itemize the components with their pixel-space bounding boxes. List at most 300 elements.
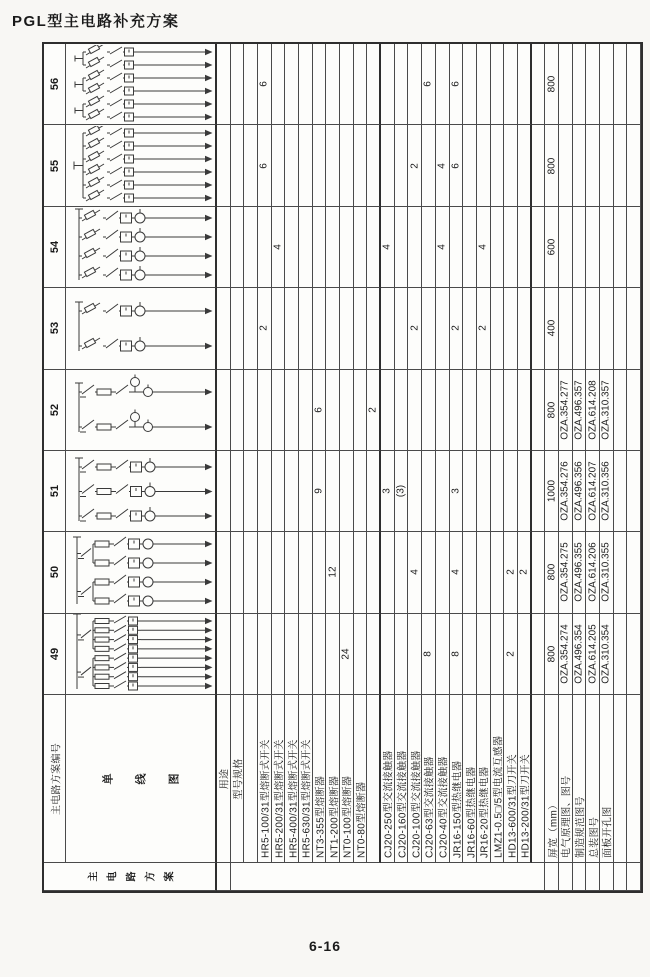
qty-cell [627,370,641,451]
qty-cell [532,451,546,532]
qty-cell [395,614,409,695]
qty-cell [504,207,518,288]
qty-cell [504,288,518,369]
qty-cell [436,451,450,532]
info-label-cell [573,695,587,863]
qty-cell [381,125,395,206]
qty-cell [299,44,313,125]
qty-cell [573,207,587,288]
qty-cell [326,288,340,369]
qty-value: 6 [450,81,462,87]
qty-cell [559,207,573,288]
diagram-cell [66,288,217,369]
qty-cell [244,532,258,613]
qty-cell [285,125,299,206]
qty-cell [381,614,395,695]
qty-cell [532,207,546,288]
qty-cell [600,288,614,369]
qty-cell [231,44,245,125]
qty-cell [450,207,464,288]
qty-cell [231,614,245,695]
main-table [42,42,643,893]
qty-cell [491,44,505,125]
qty-value: 9 [313,488,325,494]
qty-cell [614,125,628,206]
qty-value: 8 [450,651,462,657]
component-label: HD13-200/31型刀开关 [520,754,532,858]
qty-cell [285,288,299,369]
qty-cell [258,288,272,369]
info-value: OZA.614.208 [587,379,599,440]
qty-cell [367,370,381,451]
scheme-id-header-label: 主电路方案编号 [51,742,62,815]
qty-cell [573,288,587,369]
info-value: OZA.496.355 [573,542,585,603]
qty-cell [463,451,477,532]
qty-cell [504,451,518,532]
info-value: OZA.614.207 [587,461,599,521]
qty-cell [272,44,286,125]
component-label: JR16-60型热继电器 [466,766,478,858]
qty-cell [217,532,231,613]
qty-value: 8 [422,651,434,657]
qty-value: 6 [258,162,270,169]
qty-cell [559,44,573,125]
qty-cell [381,370,395,451]
scheme-number-cell [44,532,66,613]
scheme-number: 50 [48,566,61,579]
qty-value: 2 [477,325,489,332]
qty-cell [367,207,381,288]
qty-cell [436,288,450,369]
qty-cell [477,451,491,532]
qty-cell [491,451,505,532]
qty-cell [545,532,559,613]
qty-cell [463,370,477,451]
qty-cell [504,125,518,206]
info-label: 面板开孔图 [602,806,614,858]
qty-cell [491,207,505,288]
band-cell [600,863,614,891]
qty-cell [258,370,272,451]
qty-cell [326,125,340,206]
diagram-cell [66,125,217,206]
qty-cell [477,125,491,206]
qty-cell [545,451,559,532]
info-value: 800 [546,645,558,663]
info-value: 800 [546,157,558,174]
qty-cell [231,125,245,206]
qty-cell [258,44,272,125]
qty-cell [408,532,422,613]
qty-cell [614,532,628,613]
qty-cell [450,532,464,613]
qty-value: (3) [395,484,407,498]
qty-cell [367,125,381,206]
info-value: OZA.310.354 [600,624,612,684]
qty-cell [313,288,327,369]
qty-cell [586,614,600,695]
qty-cell [340,532,354,613]
info-value: OZA.354.274 [559,624,571,684]
qty-cell [477,207,491,288]
qty-cell [299,288,313,369]
band-cell [545,863,559,891]
qty-cell [614,370,628,451]
qty-cell [326,532,340,613]
qty-cell [586,288,600,369]
qty-value: 4 [409,569,421,576]
qty-value: 2 [450,325,462,332]
info-value: OZA.310.357 [600,379,612,440]
diagram-header-char: 单 [102,773,115,784]
qty-cell [395,288,409,369]
qty-value: 4 [477,244,489,250]
component-label: NT3-355型熔断器 [315,775,327,858]
info-value: OZA.496.356 [573,461,585,521]
qty-cell [532,44,546,125]
qty-cell [354,125,368,206]
info-label-cell [600,695,614,863]
qty-cell [367,451,381,532]
qty-cell [326,614,340,695]
qty-cell [586,532,600,613]
qty-cell [491,288,505,369]
qty-cell [326,207,340,288]
qty-cell [326,370,340,451]
scheme-number-cell [44,370,66,451]
qty-cell [381,207,395,288]
qty-cell [600,207,614,288]
qty-cell [436,125,450,206]
qty-cell [450,614,464,695]
qty-cell [326,44,340,125]
qty-cell [477,44,491,125]
qty-cell [354,532,368,613]
qty-cell [367,532,381,613]
qty-cell [258,614,272,695]
spec-header [231,695,245,863]
component-label-cell [450,695,464,863]
qty-cell [217,451,231,532]
band-label-char: 路 [126,871,137,882]
band-cell [614,863,628,891]
qty-cell [518,288,532,369]
info-label: 总装图号 [589,816,601,858]
band-cell [231,863,546,891]
qty-cell [573,614,587,695]
qty-cell [217,44,231,125]
single-line-diagram-49 [66,614,215,693]
scheme-id-header [44,695,66,863]
qty-cell [532,370,546,451]
qty-cell [491,370,505,451]
qty-cell [354,451,368,532]
qty-value: 4 [381,244,393,250]
scheme-number: 53 [48,322,61,335]
qty-cell [244,614,258,695]
single-line-diagram-51 [66,452,215,531]
qty-cell [285,451,299,532]
qty-cell [299,370,313,451]
diagram-header-char: 线 [135,773,148,784]
qty-cell [573,370,587,451]
qty-cell [258,207,272,288]
band-cell [573,863,587,891]
diagram-cell [66,532,217,613]
info-value: 800 [546,564,558,581]
qty-cell [313,614,327,695]
qty-cell [299,125,313,206]
qty-cell [340,370,354,451]
scheme-number-cell [44,125,66,206]
qty-cell [244,207,258,288]
qty-cell [217,288,231,369]
qty-cell [231,370,245,451]
component-label: NT0-100型熔断器 [342,775,354,858]
qty-cell [463,614,477,695]
scheme-number: 56 [48,78,61,91]
qty-value: 2 [367,406,379,413]
qty-cell [299,451,313,532]
qty-value: 4 [436,162,448,169]
qty-cell [395,532,409,613]
qty-cell [436,370,450,451]
qty-cell [573,532,587,613]
qty-cell [217,125,231,206]
qty-cell [354,370,368,451]
qty-cell [627,532,641,613]
band-cell [586,863,600,891]
qty-cell [299,614,313,695]
component-label-cell [518,695,532,863]
qty-cell [408,125,422,206]
qty-cell [395,125,409,206]
qty-cell [340,207,354,288]
info-label: 屏宽（mm） [548,799,560,858]
qty-cell [272,532,286,613]
scheme-number-cell [44,614,66,695]
qty-cell [600,44,614,125]
qty-cell [354,614,368,695]
scheme-number: 52 [48,403,61,416]
qty-cell [285,207,299,288]
qty-value: 6 [422,81,434,87]
qty-cell [545,370,559,451]
qty-cell [586,125,600,206]
qty-cell [258,532,272,613]
band-label-char: 案 [164,871,175,882]
component-label-cell [436,695,450,863]
qty-value: 2 [505,569,517,576]
component-label-cell [313,695,327,863]
component-label: CJ20-100型交流接触器 [411,750,423,858]
qty-cell [258,451,272,532]
qty-cell [477,370,491,451]
qty-cell [518,125,532,206]
scheme-number: 49 [48,647,61,660]
qty-cell [231,288,245,369]
qty-cell [244,44,258,125]
qty-cell [422,451,436,532]
qty-cell [559,451,573,532]
qty-cell [285,370,299,451]
qty-cell [627,207,641,288]
component-label-cell [477,695,491,863]
qty-value: 2 [505,651,517,657]
spec-header-label: 型号规格 [233,757,245,800]
qty-cell [395,451,409,532]
qty-cell [217,207,231,288]
qty-cell [586,451,600,532]
qty-cell [408,44,422,125]
qty-cell [285,614,299,695]
info-value: OZA.496.354 [573,624,585,684]
info-value: OZA.354.275 [559,542,571,603]
scheme-number-cell [44,207,66,288]
qty-value: 2 [518,569,530,576]
qty-cell [422,125,436,206]
qty-cell [463,288,477,369]
qty-cell [504,532,518,613]
qty-cell [272,614,286,695]
qty-cell [367,44,381,125]
page-title: PGL型主电路补充方案 [12,13,180,30]
qty-cell [532,614,546,695]
qty-cell [354,288,368,369]
qty-value: 4 [450,569,462,576]
component-label: HR5-200/31型熔断式开关 [274,739,286,858]
info-value: OZA.614.206 [587,542,599,603]
info-value: 800 [546,401,558,419]
qty-value: 6 [450,162,462,169]
spacer-cell [614,695,628,863]
qty-cell [422,532,436,613]
qty-cell [559,125,573,206]
band-label-char: 电 [107,871,118,882]
spacer-cell [532,695,546,863]
qty-cell [545,125,559,206]
qty-cell [408,614,422,695]
qty-cell [258,125,272,206]
qty-cell [422,44,436,125]
diagram-cell [66,370,217,451]
qty-cell [463,532,477,613]
qty-cell [545,207,559,288]
qty-cell [408,288,422,369]
qty-cell [422,288,436,369]
qty-cell [299,532,313,613]
component-label: NT0-80型熔断器 [356,781,368,858]
component-label-cell [395,695,409,863]
qty-value: 2 [409,162,421,169]
qty-cell [340,288,354,369]
qty-cell [395,370,409,451]
qty-cell [313,370,327,451]
component-label: JR16-20型热继电器 [479,766,491,858]
scheme-number: 54 [48,240,61,254]
qty-cell [231,532,245,613]
component-label: JR16-150型热继电器 [452,760,464,858]
info-value: 400 [546,319,558,337]
qty-cell [408,370,422,451]
qty-cell [600,370,614,451]
qty-cell [450,370,464,451]
single-line-diagram-53 [66,289,215,368]
single-line-diagram-52 [66,370,215,449]
component-label: CJ20-160型交流接触器 [397,750,409,858]
info-label: 制造规范图号 [575,796,587,858]
qty-cell [627,125,641,206]
qty-cell [586,44,600,125]
qty-value: 4 [436,244,448,250]
qty-cell [477,288,491,369]
qty-cell [545,44,559,125]
qty-value: 24 [340,648,352,660]
qty-cell [381,532,395,613]
qty-cell [614,207,628,288]
qty-value: 3 [381,488,393,494]
qty-cell [586,370,600,451]
qty-cell [436,44,450,125]
qty-cell [518,451,532,532]
qty-cell [450,288,464,369]
page-number: 6-16 [308,938,342,954]
qty-cell [231,207,245,288]
qty-cell [545,288,559,369]
diagram-header [66,695,217,863]
qty-cell [518,207,532,288]
qty-cell [491,125,505,206]
qty-cell [518,532,532,613]
qty-cell [518,614,532,695]
qty-cell [627,44,641,125]
single-line-diagram-54 [66,207,215,286]
qty-cell [532,125,546,206]
qty-cell [600,532,614,613]
band-label-cell [44,863,217,891]
qty-cell [436,207,450,288]
qty-cell [614,614,628,695]
qty-cell [313,532,327,613]
scheme-number-cell [44,451,66,532]
qty-cell [504,370,518,451]
qty-cell [450,125,464,206]
qty-cell [600,614,614,695]
diagram-cell [66,614,217,695]
qty-cell [573,451,587,532]
qty-cell [627,451,641,532]
band-cell [559,863,573,891]
band-label-char: 方 [145,871,156,882]
qty-cell [614,451,628,532]
qty-cell [313,207,327,288]
qty-cell [504,614,518,695]
qty-cell [381,288,395,369]
component-label: HR5-100/31型熔断式开关 [260,739,272,858]
component-label: CJ20-40型交流接触器 [438,756,450,858]
qty-cell [422,207,436,288]
qty-value: 3 [450,488,462,494]
info-value: 600 [546,238,558,256]
qty-cell [272,207,286,288]
component-label: NT1-200型熔断器 [329,775,341,858]
qty-cell [326,451,340,532]
qty-cell [586,207,600,288]
qty-cell [272,370,286,451]
qty-cell [244,125,258,206]
info-value: OZA.614.205 [587,624,599,684]
